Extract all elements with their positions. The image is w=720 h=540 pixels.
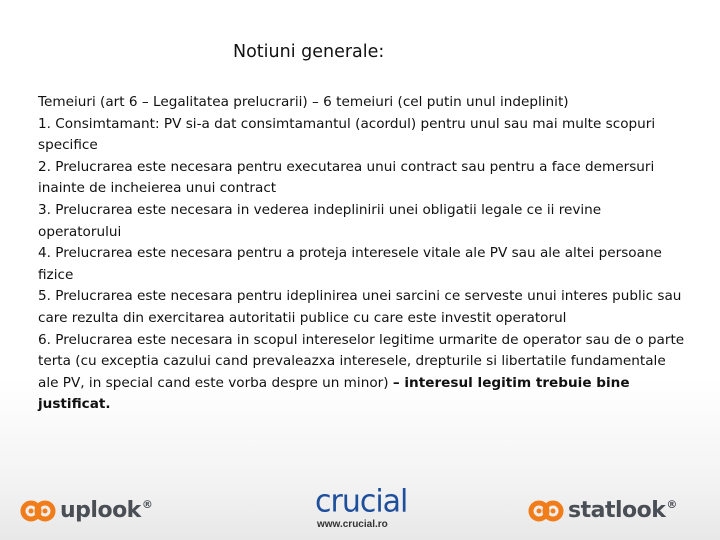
list-item-6-text: 6. Prelucrarea este necesara in scopul intereselor legitime urmarite de operator sau de o parte terta (cu exceptia cazului cand prevaleazxa interesele, drepturile si libertatile fundamentale ale PV, in special cand este vorba despre un minor): [38, 331, 685, 391]
crucial-url: www.crucial.ro: [317, 519, 388, 530]
list-item-6-emphasis: – interesul legitim trebuie bine justificat.: [38, 374, 630, 413]
uplook-logo: [20, 498, 152, 523]
statlook-logo: [528, 498, 677, 523]
list-item-2: 2. Prelucrarea este necesara pentru executarea unui contract sau pentru a face demersuri inainte de incheierea unui contract: [38, 158, 655, 197]
uplook-mark-icon: [20, 499, 56, 523]
uplook-reg-mark: ®: [141, 498, 153, 511]
statlook-reg-mark: ®: [666, 498, 677, 511]
crucial-logo-text: crucial: [315, 483, 408, 520]
footer-logos: [0, 480, 720, 540]
statlook-mark-icon: [528, 499, 564, 523]
list-item-4: 4. Prelucrarea este necesara pentru a proteja interesele vitale ale PV sau ale altei persoane fizice: [38, 245, 662, 283]
list-item-3: 3. Prelucrarea este necesara in vederea indeplinirii unei obligatii legale ce ii revine operatorului: [38, 201, 602, 240]
crucial-logo: [315, 483, 408, 536]
list-item-1: 1. Consimtamant: PV si-a dat consimtamantul (acordul) pentru unul sau mai multe scopuri specifice: [38, 115, 656, 154]
statlook-logo-text: statlook: [568, 498, 666, 523]
slide-title: Notiuni generale:: [233, 42, 385, 62]
list-item-5: 5. Prelucrarea este necesara pentru ideplinirea unei sarcini ce serveste unui interes public sau care rezulta din exercitarea autoritatii publice cu care este investit operatorul: [38, 288, 682, 326]
list-item-6: [38, 330, 688, 416]
intro-line: Temeiuri (art 6 – Legalitatea prelucrarii) – 6 temeiuri (cel putin unul indeplinit): [38, 94, 569, 110]
slide-body: [38, 92, 688, 416]
uplook-logo-text: uplook: [60, 498, 141, 523]
